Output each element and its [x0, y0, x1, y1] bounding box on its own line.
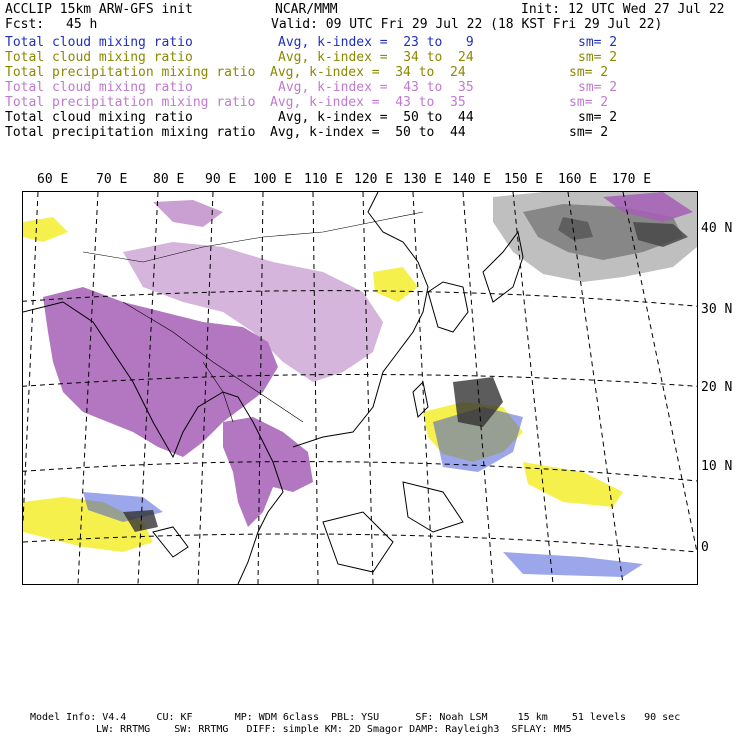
model-title: ACCLIP 15km ARW-GFS init: [5, 2, 193, 17]
lon-label: 120 E: [354, 172, 394, 187]
lat-label: 0: [701, 540, 709, 555]
legend-field: Total cloud mixing ratio: [5, 110, 193, 125]
legend-field: Total precipitation mixing ratio: [5, 95, 256, 110]
legend-sm: sm= 2: [578, 50, 618, 65]
org-label: NCAR/MMM: [275, 2, 338, 17]
legend-avg: Avg, k-index = 50 to 44: [278, 110, 474, 125]
legend-avg: Avg, k-index = 23 to 9: [278, 35, 474, 50]
lon-label: 140 E: [452, 172, 492, 187]
legend-field: Total cloud mixing ratio: [5, 35, 193, 50]
model-info: Model Info: V4.4 CU: KF MP: WDM 6class PBL: YSU SF: Noah LSM 15 km 51 levels 90 sec: [30, 712, 681, 723]
legend-field: Total precipitation mixing ratio: [5, 65, 256, 80]
lat-label: 30 N: [701, 302, 733, 317]
legend-sm: sm= 2: [578, 110, 618, 125]
lon-label: 80 E: [153, 172, 185, 187]
physics-info: LW: RRTMG SW: RRTMG DIFF: simple KM: 2D Smagor DAMP: Rayleigh3 SFLAY: MM5: [96, 724, 572, 735]
legend-avg: Avg, k-index = 34 to 24: [270, 65, 466, 80]
init-time: Init: 12 UTC Wed 27 Jul 22: [521, 2, 725, 17]
legend-avg: Avg, k-index = 43 to 35: [278, 80, 474, 95]
fcst-value: 45 h: [66, 17, 98, 32]
map-canvas: [23, 192, 697, 584]
legend-field: Total cloud mixing ratio: [5, 50, 193, 65]
lon-label: 160 E: [558, 172, 598, 187]
legend-avg: Avg, k-index = 50 to 44: [270, 125, 466, 140]
legend-avg: Avg, k-index = 34 to 24: [278, 50, 474, 65]
lat-label: 20 N: [701, 380, 733, 395]
lon-label: 100 E: [253, 172, 293, 187]
legend-sm: sm= 2: [578, 80, 618, 95]
lon-label: 90 E: [205, 172, 237, 187]
lat-label: 40 N: [701, 221, 733, 236]
legend-sm: sm= 2: [569, 65, 609, 80]
legend-field: Total precipitation mixing ratio: [5, 125, 256, 140]
legend-field: Total cloud mixing ratio: [5, 80, 193, 95]
fcst-label: Fcst:: [5, 17, 45, 32]
legend-avg: Avg, k-index = 43 to 35: [270, 95, 466, 110]
lon-label: 170 E: [612, 172, 652, 187]
map-panel: [22, 191, 698, 585]
legend-sm: sm= 2: [578, 35, 618, 50]
lon-label: 150 E: [504, 172, 544, 187]
lon-label: 110 E: [304, 172, 344, 187]
lat-label: 10 N: [701, 459, 733, 474]
valid-time: Valid: 09 UTC Fri 29 Jul 22 (18 KST Fri 29 Jul 22): [271, 17, 663, 32]
lon-label: 60 E: [37, 172, 69, 187]
legend-sm: sm= 2: [569, 95, 609, 110]
legend-sm: sm= 2: [569, 125, 609, 140]
lon-label: 70 E: [96, 172, 128, 187]
lon-label: 130 E: [403, 172, 443, 187]
